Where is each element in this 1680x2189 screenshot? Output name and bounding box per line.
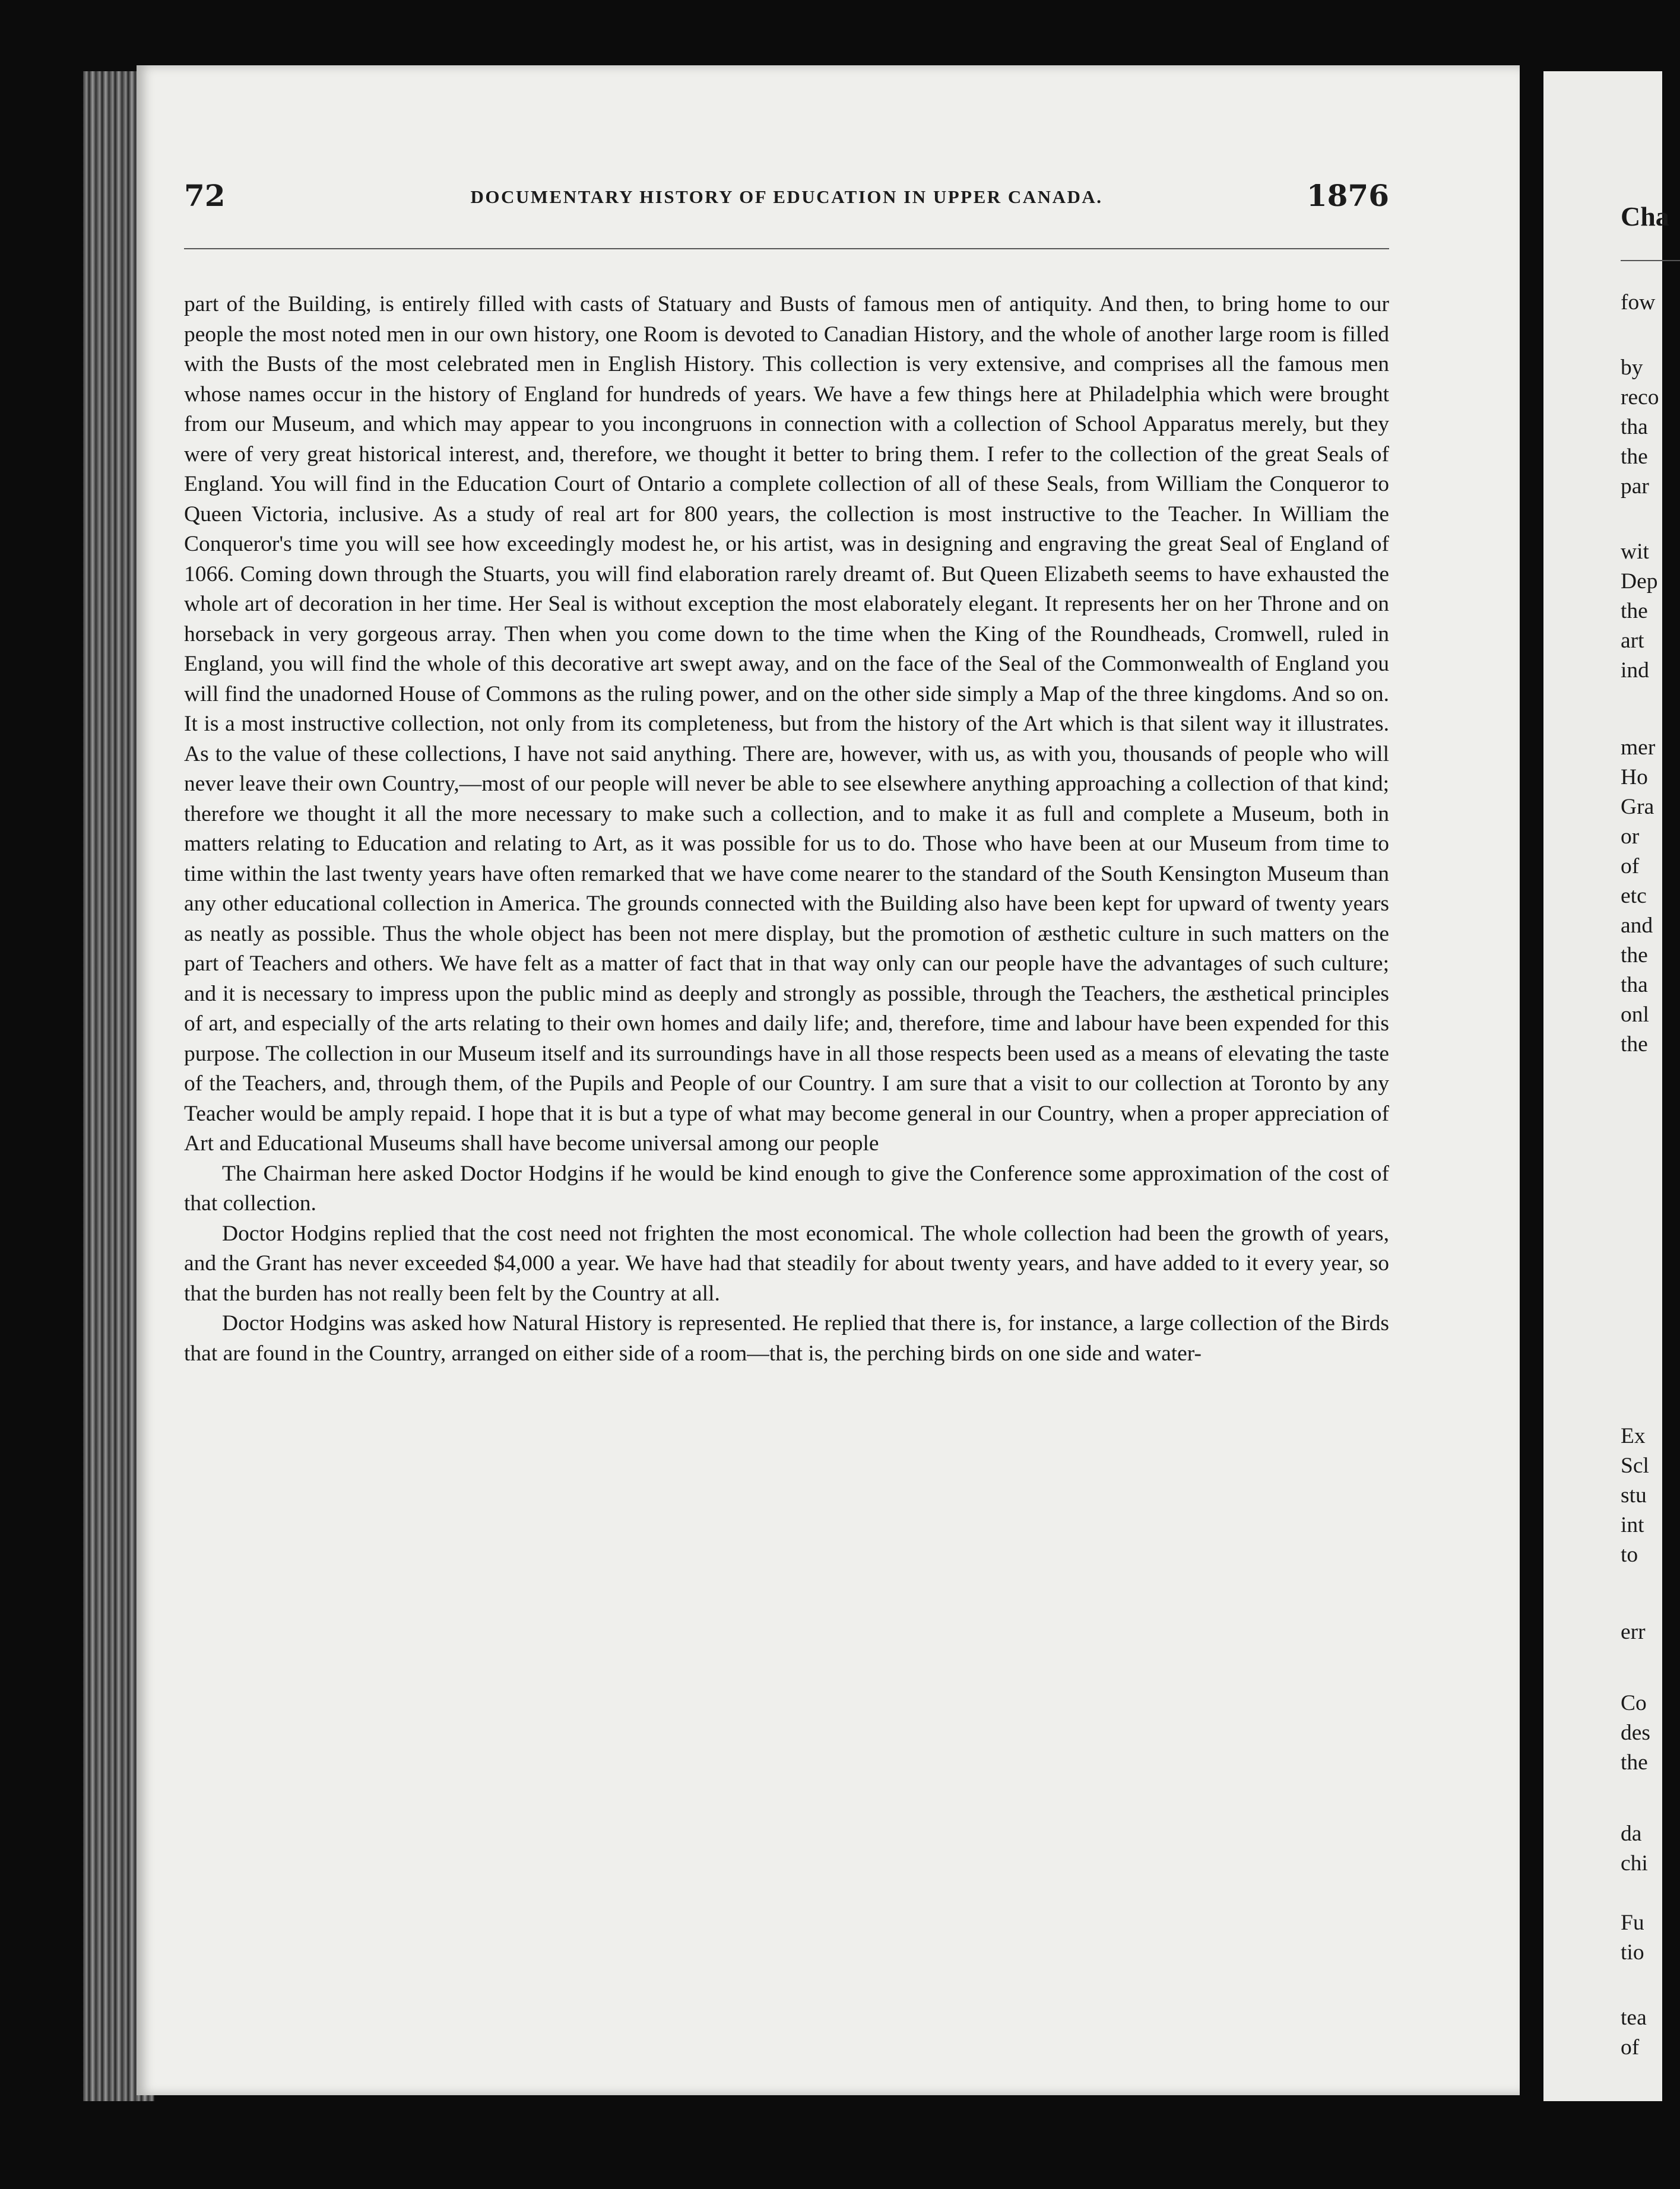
paragraph: Doctor Hodgins replied that the cost need not frighten the most economical. The whole collection had been the growth of years, and the Grant has never exceeded $4,000 a year. We have had that steadily for about twenty years, and have added to it every year, so that the burden has not really been felt by the Country at all.: [184, 1221, 1389, 1306]
right-page-fragment: Ex: [1621, 1424, 1646, 1448]
right-page-fragment: reco: [1621, 385, 1659, 410]
right-page-fragment: Fu: [1621, 1911, 1644, 1935]
right-page-fragment: art: [1621, 629, 1644, 653]
right-page-fragment: of: [1621, 2035, 1640, 2060]
right-page-fragment: stu: [1621, 1483, 1647, 1508]
right-page-fragment: Co: [1621, 1691, 1647, 1715]
right-page-fragment: the: [1621, 599, 1648, 623]
right-page-fragment: Scl: [1621, 1454, 1649, 1478]
right-page-fragment: etc: [1621, 884, 1647, 908]
body-text: [184, 290, 1389, 1369]
right-page-fragment: of: [1621, 854, 1640, 878]
right-page-fragment: chi: [1621, 1851, 1648, 1876]
right-page-fragment: wit: [1621, 540, 1649, 564]
paragraph: part of the Building, is entirely filled with casts of Statuary and Busts of famous men of antiquity. And then, to bring home to our people the most noted men in our own history, one Room is devoted to Canadian History, and the whole of another large room is filled with the Busts of the most celebrated men in English History. This collection is very extensive, and comprises all the famous men whose names occur in the history of England for hundreds of years. We have a few things here at Philadelphia which were brought from our Museum, and which may appear to you incongruons in connection with a collection of School Apparatus merely, but they were of very great historical interest, and, therefore, we thought it better to bring them. I refer to the collection of the great Seals of England. You will find in the Education Court of Ontario a complete collection of all of these Seals, from William the Conqueror to Queen Victoria, inclusive. As a study of real art for 800 years, the collection is most instructive to the Teacher. In William the Conqueror's time you will see how exceedingly modest he, or his artist, was in designing and engraving the great Seal of England of 1066. Coming down through the Stuarts, you will find elaboration rarely dreamt of. But Queen Elizabeth seems to have exhausted the whole art of decoration in her time. Her Seal is without exception the most elaborately elegant. It represents her on her Throne and on horseback in very gorgeous array. Then when you come down to the time when the King of the Roundheads, Cromwell, ruled in England, you will find the whole of this decorative art swept away, and on the face of the Seal of the Commonwealth of England you will find the unadorned House of Commons as the ruling power, and on the other side simply a Map of the three kingdoms. And so on. It is a most instructive collection, not only from its completeness, but from the history of the Art which is that silent way it illustrates. As to the value of these collections, I have not said anything. There are, however, with us, as with you, thousands of people who will never leave their own Country,—most of our people will never be able to see elsewhere anything approaching a collection of that kind; therefore we thought it all the more necessary to make such a collection, and to make it as full and complete a Museum, both in matters relating to Education and relating to Art, as it was possible for us to do. Those who have been at our Museum from time to time within the last twenty years have often remarked that we have come nearer to the standard of the South Kensington Museum than any other educational collection in America. The grounds connected with the Building also have been kept for upward of twenty years as neatly as possible. Thus the whole object has been not mere display, but the promotion of æsthetic culture in such matters on the part of Teachers and others. We have felt as a matter of fact that in that way only can our people have the advantages of such culture; and it is necessary to impress upon the public mind as deeply and strongly as possible, through the Teachers, the æsthetical principles of art, and especially of the arts relating to their own homes and daily life; and, therefore, time and labour have been expended for this purpose. The collection in our Museum itself and its surroundings have in all those respects been used as a means of elevating the taste of the Teachers, and, through them, of the Pupils and People of our Country. I am sure that a visit to our collection at Toronto by any Teacher would be amply repaid. I hope that it is but a type of what may become general in our Country, when a proper appreciation of Art and Educational Museums shall have become universal among our people: [184, 292, 1389, 1156]
right-page-fragment: the: [1621, 1750, 1648, 1775]
right-page-fragment: tio: [1621, 1940, 1644, 1965]
right-page-fragment: Ho: [1621, 765, 1648, 789]
right-page-fragment: by: [1621, 356, 1643, 380]
right-page-fragment: onl: [1621, 1003, 1649, 1027]
running-title: DOCUMENTARY HISTORY OF EDUCATION IN UPPER CANADA.: [470, 186, 1103, 207]
right-page-fragment: da: [1621, 1822, 1642, 1846]
right-page-edge: [1543, 71, 1669, 2101]
right-page-fragment: int: [1621, 1513, 1644, 1537]
right-page-fragment: the: [1621, 1032, 1648, 1057]
right-page-fragment: the: [1621, 445, 1648, 469]
right-page-fragment: Gra: [1621, 795, 1654, 819]
right-page-fragment: tea: [1621, 2006, 1647, 2030]
right-page-fragment: to: [1621, 1543, 1638, 1567]
right-page-fragment: tha: [1621, 415, 1648, 439]
paragraph: Doctor Hodgins was asked how Natural History is represented. He replied that there is, for instance, a large collection of the Birds that are found in the Country, arranged on either side of a room—that is, the perching birds on one side and water-: [184, 1311, 1389, 1366]
right-page-fragment: des: [1621, 1721, 1650, 1745]
right-page-fragment: mer: [1621, 735, 1656, 760]
right-page-fragment: par: [1621, 474, 1649, 499]
right-page-fragment: tha: [1621, 973, 1648, 997]
right-page-fragment: Cha: [1621, 201, 1669, 231]
paragraph: The Chairman here asked Doctor Hodgins if he would be kind enough to give the Conference some approximation of the cost of that collection.: [184, 1161, 1389, 1216]
page-header: [184, 178, 1389, 237]
right-page-fragment: the: [1621, 943, 1648, 967]
page-number: 72: [184, 178, 226, 213]
right-page-fragment: err: [1621, 1620, 1646, 1644]
header-rule: [184, 248, 1389, 249]
header-year: 1876: [1306, 178, 1389, 213]
right-page-fragment: fow: [1621, 290, 1656, 315]
right-page-fragment: and: [1621, 913, 1653, 938]
right-page-fragment: Dep: [1621, 569, 1658, 594]
right-page-fragment: or: [1621, 824, 1640, 849]
right-header-rule: [1621, 260, 1680, 261]
right-page-fragment: ind: [1621, 658, 1649, 683]
